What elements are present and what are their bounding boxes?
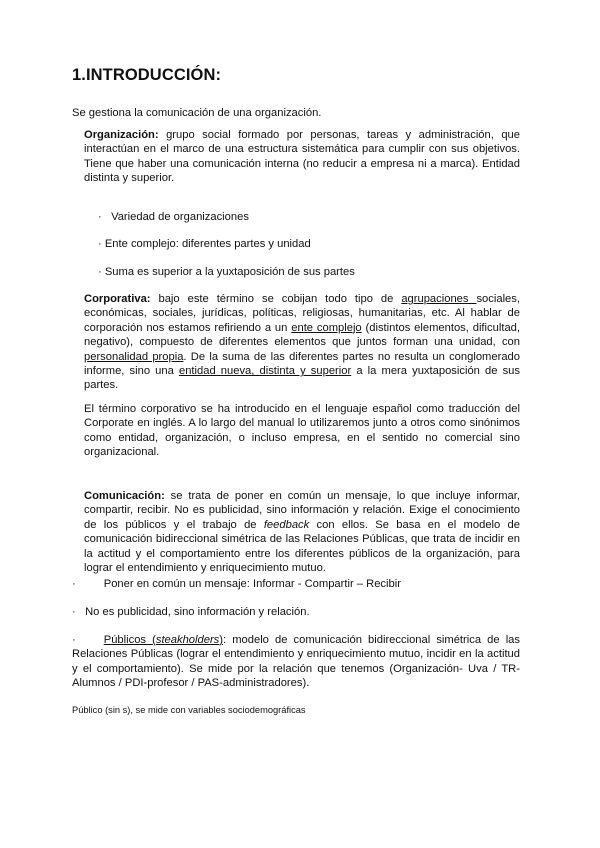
italic-term: feedback (263, 518, 310, 531)
organizacion-paragraph (84, 128, 520, 186)
intro-paragraph: Se gestiona la comunicación de una organización. (72, 107, 322, 119)
termino-paragraph: El término corporativo se ha introducido en el lenguaje español como traducción del Corporate en inglés. A lo largo del manual lo utilizaremos junto a otros como sinónimos como entidad, organización, o incluso empresa, en el sentido no comercial sino organizacional. (84, 403, 520, 459)
list-item (98, 210, 249, 224)
footnote: Público (sin s), se mide con variables sociodemográficas (72, 705, 306, 715)
corporativa-text: bajo este término se cobijan todo tipo de (150, 293, 402, 305)
list-item-text: Poner en común un mensaje: Informar - Compartir – Recibir (103, 578, 401, 590)
underlined-term: Públicos ( (103, 634, 156, 646)
section-heading: 1.INTRODUCCIÓN: (72, 66, 222, 84)
comunicacion-text: se trata de poner en común un mensaje, lo que incluye informar, compartir, recibir. No es publicidad, sino información y relación. Exige el conocimiento de los públicos y el trabajo de (84, 490, 520, 531)
comunicacion-term: Comunicación: (84, 490, 165, 502)
italic-term: steakholders (155, 634, 220, 646)
list-item-text: Variedad de organizaciones (111, 211, 249, 223)
list-item (72, 605, 310, 619)
underlined-term: entidad nueva, distinta y superior (178, 365, 352, 378)
bullet-dot: · (72, 578, 76, 590)
list-item (98, 265, 355, 279)
corporativa-paragraph (84, 292, 520, 393)
bullet-dot: · (98, 238, 102, 250)
comunicacion-paragraph (84, 489, 520, 575)
list-item-text: Suma es superior a la yuxtaposición de sus partes (104, 266, 355, 278)
corporativa-term: Corporativa: (84, 293, 151, 305)
underlined-term: ) (219, 634, 224, 646)
publicos-paragraph (72, 633, 520, 691)
list-item (98, 237, 311, 251)
bullet-dot: · (98, 211, 102, 223)
corporativa-text: . De la suma de las diferentes partes no resulta un conglomerado informe, sino una (84, 350, 520, 378)
list-item-text: No es publicidad, sino información y relación. (85, 606, 310, 618)
organizacion-term: Organización: (84, 129, 159, 141)
underlined-term: personalidad propia (84, 350, 184, 363)
corporativa-text: a la mera yuxtaposición de sus partes. (84, 365, 520, 392)
organizacion-text: grupo social formado por personas, tareas y administración, que interactúan en el marco de una estructura sistemática para cumplir con sus objetivos. Tiene que haber una comunicación interna (no reducir a empresa ni a marca). Entidad distinta y superior. (84, 129, 520, 185)
bullet-dot: · (98, 266, 102, 278)
comunicacion-text: con ellos. Se basa en el modelo de comunicación bidireccional simétrica de las Relaciones Públicas, que trata de incidir en la actitud y el comportamiento entre los diferentes públicos de la organización, para lograr el entendimiento y enriquecimiento mutuo. (84, 518, 520, 575)
corporativa-text: (distintos elementos, dificultad, negativo), compuesto de diferentes elementos que juntos forman una unidad, con (84, 321, 520, 349)
bullet-dot: · (72, 634, 76, 646)
underlined-term: ente complejo (291, 321, 362, 334)
publicos-text: : modelo de comunicación bidireccional simétrica de las Relaciones Públicas (lograr el entendimiento y enriquecimiento mutuo, incidir en la actitud y el comportamiento). Se mide por la relación que tenemos (Organización- Uva / TR-Alumnos / PDI-profesor / PAS-administradores). (72, 634, 520, 690)
list-item-text: Ente complejo: diferentes partes y unidad (104, 238, 311, 250)
bullet-dot: · (72, 606, 76, 618)
list-item (72, 577, 401, 591)
underlined-term: agrupaciones (401, 293, 477, 305)
corporativa-text: sociales, económicas, sociales, jurídicas, políticas, religiosas, humanitarias, etc. Al hablar de corporación nos estamos refiriendo a un (84, 293, 520, 334)
